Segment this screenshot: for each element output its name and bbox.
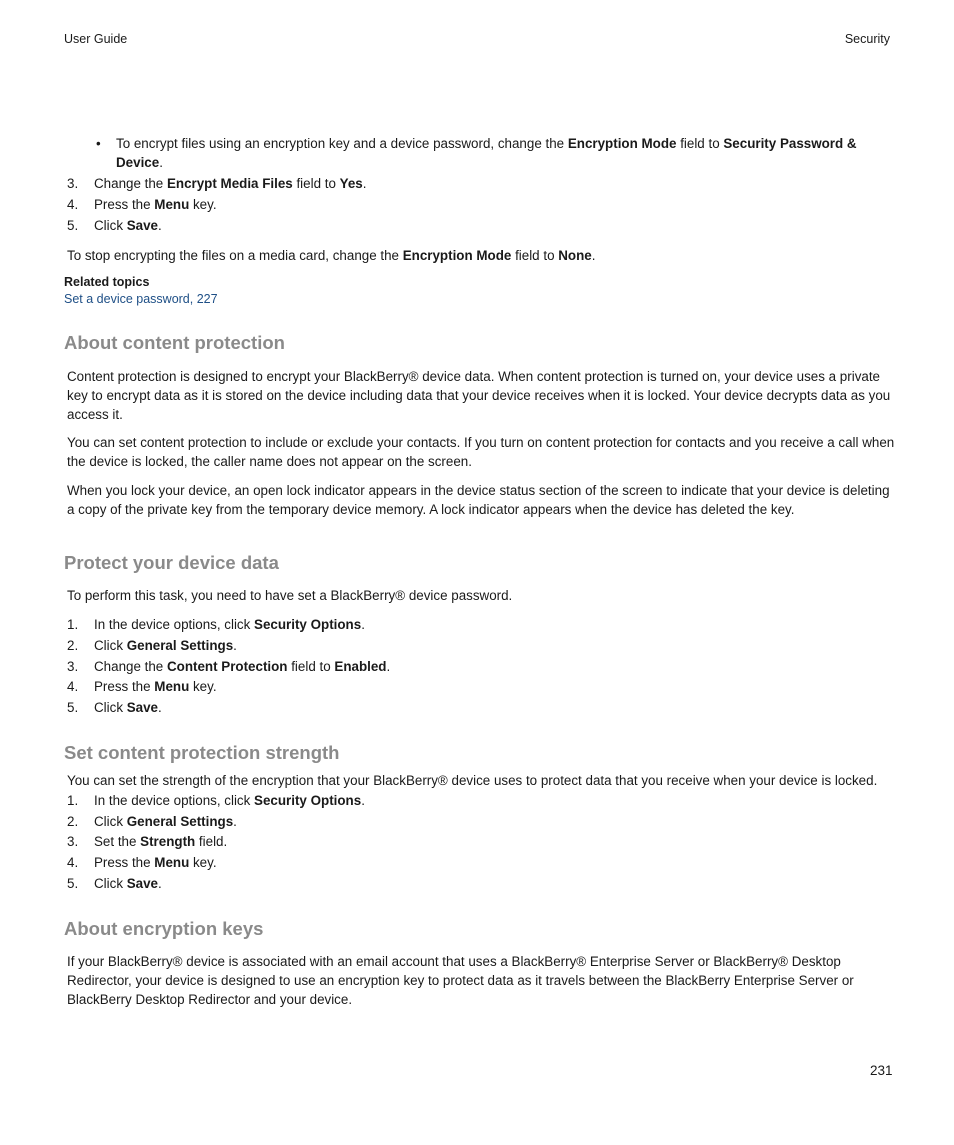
section-heading-protect-device-data: Protect your device data [64, 552, 279, 573]
step-item [67, 832, 227, 852]
step-number: 4. [67, 679, 79, 694]
bullet-text-mid: field to [676, 136, 724, 151]
step-text-end: key. [189, 855, 217, 870]
step-text-end: field. [195, 834, 228, 849]
step-number: 3. [67, 176, 79, 191]
step-text-end: . [362, 176, 367, 191]
step-number: 2. [67, 814, 79, 829]
step-text: Press the [94, 855, 155, 870]
step-item [67, 812, 237, 832]
step-number: 4. [67, 197, 79, 212]
paragraph: To perform this task, you need to have set a BlackBerry® device password. [67, 588, 513, 603]
step-text: Click [94, 638, 127, 653]
step-text-mid: field to [292, 176, 340, 191]
step-item [67, 677, 217, 697]
step-bold: General Settings [126, 638, 234, 653]
step-number: 5. [67, 876, 79, 891]
step-bold: Menu [154, 679, 190, 694]
step-item [67, 874, 162, 894]
bullet-field-value: Security Password & Device [116, 136, 857, 170]
step-number: 5. [67, 700, 79, 715]
bullet-dot: • [96, 136, 101, 151]
step-number: 2. [67, 638, 79, 653]
step-number: 1. [67, 617, 79, 632]
paragraph: You can set content protection to include or exclude your contacts. If you turn on content protection for contacts and you receive a call when the device is locked, the caller name does not appear on the screen. [67, 435, 895, 470]
step-number: 1. [67, 793, 79, 808]
step-text-end: key. [189, 679, 217, 694]
step-text: Click [94, 814, 127, 829]
step-text: Set the [94, 834, 141, 849]
step-bold-2: Enabled [334, 659, 387, 674]
para-bold-2: None [558, 248, 592, 263]
page-number: 231 [870, 1063, 893, 1078]
paragraph: You can set the strength of the encryption that your BlackBerry® device uses to protect data that you receive when your device is locked. [67, 773, 878, 788]
paragraph: When you lock your device, an open lock indicator appears in the device status section of the screen to indicate that your device is deleting a copy of the private key from the temporary device memory. A lock indicator appears when the device has deleted the key. [67, 483, 890, 518]
step-item [67, 657, 390, 677]
step-bold: Menu [154, 855, 190, 870]
step-number: 3. [67, 834, 79, 849]
step-bold: Security Options [254, 617, 362, 632]
step-bold: Strength [140, 834, 196, 849]
step-item [67, 195, 217, 215]
step-item [67, 216, 162, 236]
step-number: 4. [67, 855, 79, 870]
step-item [67, 615, 365, 635]
para-text: To stop encrypting the files on a media card, change the [67, 248, 403, 263]
section-heading-content-protection-strength: Set content protection strength [64, 742, 340, 763]
step-text-end: . [361, 793, 365, 808]
step-text: Click [94, 876, 127, 891]
para-text-mid: field to [511, 248, 559, 263]
paragraph: If your BlackBerry® device is associated with an email account that uses a BlackBerry® Enterprise Server or BlackBerry® Desktop Redirector, your device is designed to use an encryption key to protect data as it travels between the BlackBerry Enterprise Server or BlackBerry Desktop Redirector and your device. [67, 954, 854, 1008]
step-text-end: . [158, 218, 162, 233]
related-topics-title: Related topics [64, 275, 150, 289]
step-bold: Encrypt Media Files [166, 176, 293, 191]
para-bold: Encryption Mode [402, 248, 512, 263]
step-item [67, 853, 217, 873]
step-text: Change the [94, 176, 167, 191]
step-item [67, 636, 237, 656]
step-bold: Save [126, 876, 159, 891]
bullet-text-end: . [159, 155, 163, 170]
step-text: Click [94, 700, 127, 715]
step-bold: Security Options [254, 793, 362, 808]
step-item [67, 791, 365, 811]
section-heading-about-content-protection: About content protection [64, 332, 285, 353]
step-text: Change the [94, 659, 167, 674]
step-text: Click [94, 218, 127, 233]
step-item [67, 174, 366, 194]
section-heading-about-encryption-keys: About encryption keys [64, 918, 264, 939]
step-bold: General Settings [126, 814, 234, 829]
step-number: 3. [67, 659, 79, 674]
step-text: Press the [94, 679, 155, 694]
para-text-end: . [591, 248, 596, 263]
step-text: In the device options, click [94, 793, 255, 808]
step-text-end: . [233, 814, 237, 829]
stop-encryption-paragraph [67, 246, 895, 265]
step-text-end: . [158, 876, 162, 891]
step-text: In the device options, click [94, 617, 255, 632]
step-bold: Save [126, 700, 159, 715]
bullet-item [96, 134, 886, 172]
step-text-end: . [233, 638, 237, 653]
running-header-right: Security [844, 32, 890, 46]
step-bold: Save [126, 218, 159, 233]
bullet-text: To encrypt files using an encryption key and a device password, change the [116, 136, 568, 151]
step-bold: Menu [154, 197, 190, 212]
step-text-end: . [386, 659, 391, 674]
step-number: 5. [67, 218, 79, 233]
step-text-mid: field to [287, 659, 335, 674]
step-text-end: key. [189, 197, 217, 212]
related-topic-link[interactable]: Set a device password, 227 [64, 292, 218, 306]
step-bold: Content Protection [166, 659, 288, 674]
step-item [67, 698, 162, 718]
bullet-field-name: Encryption Mode [567, 136, 677, 151]
step-text-end: . [361, 617, 365, 632]
step-text-end: . [158, 700, 162, 715]
step-bold-2: Yes [339, 176, 363, 191]
running-header-left: User Guide [64, 32, 128, 46]
paragraph: Content protection is designed to encrypt your BlackBerry® device data. When content protection is turned on, your device uses a private key to encrypt data as it is stored on the device including data that your device receives when it is locked. Your device decrypts data as you access it. [67, 369, 891, 423]
step-text: Press the [94, 197, 155, 212]
